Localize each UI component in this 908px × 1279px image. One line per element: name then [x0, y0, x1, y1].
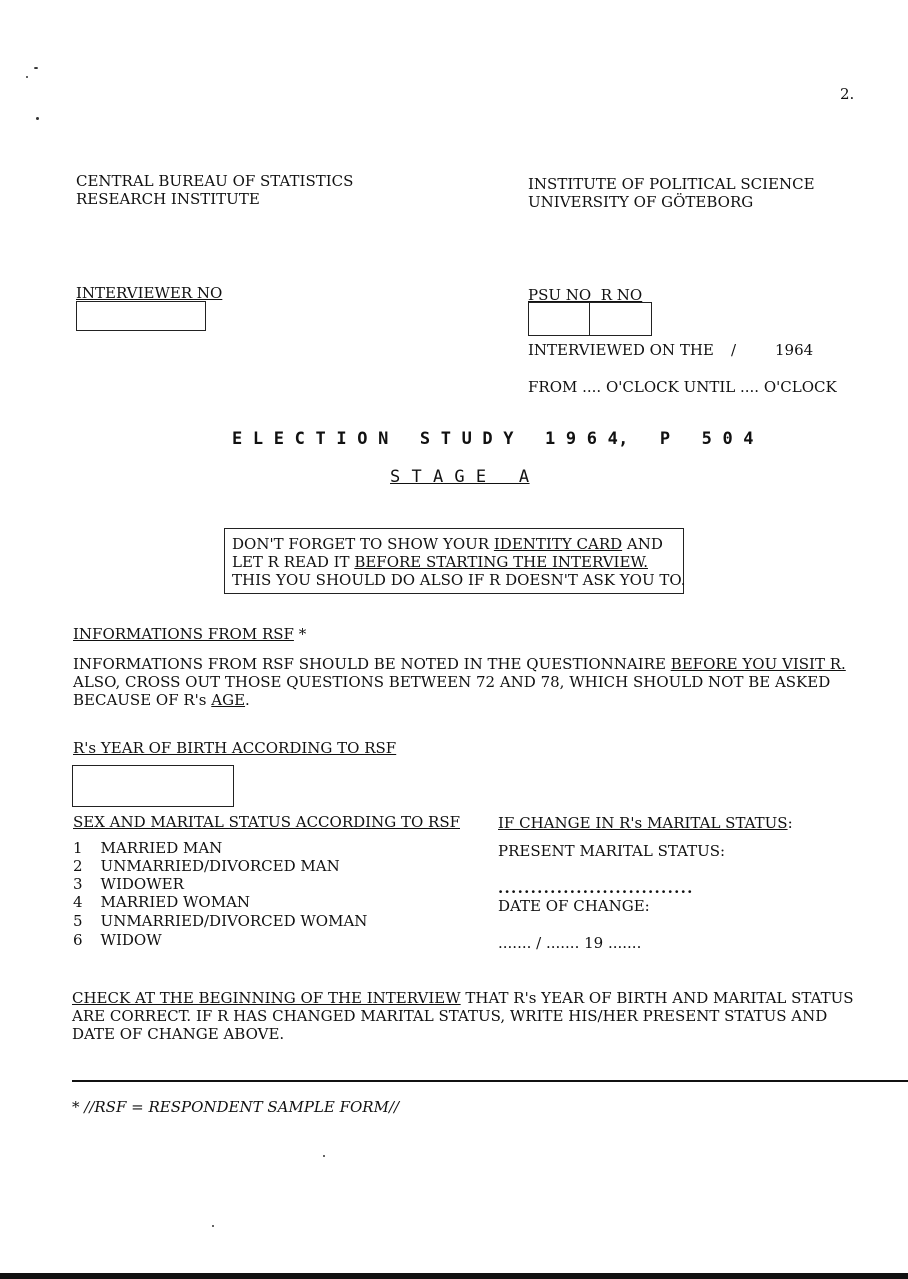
interview-time-line: FROM .... O'CLOCK UNTIL .... O'CLOCK	[528, 378, 837, 396]
header-right-line2: UNIVERSITY OF GÖTEBORG	[528, 193, 754, 211]
header-left-line2: RESEARCH INSTITUTE	[76, 190, 260, 208]
scan-bottom-edge	[0, 1273, 908, 1279]
rsf-heading: INFORMATIONS FROM RSF *	[73, 625, 307, 643]
marital-heading: SEX AND MARITAL STATUS ACCORDING TO RSF	[73, 813, 460, 831]
interviewed-on-year: 1964	[775, 341, 814, 359]
date-of-change-field[interactable]: ....... / ....... 19 .......	[498, 934, 642, 952]
scan-speck	[36, 117, 39, 120]
study-title: E L E C T I O N S T U D Y 1 9 6 4, P 5 0 4	[232, 429, 754, 449]
page-number: 2.	[840, 85, 855, 103]
psu-number-box[interactable]	[528, 302, 590, 336]
interviewed-on-slash: /	[731, 341, 737, 359]
rsf-line3: BECAUSE OF R's AGE.	[73, 691, 250, 709]
interviewer-label: INTERVIEWER NO	[76, 284, 223, 302]
psu-label: PSU NO R NO	[528, 286, 643, 304]
marital-option[interactable]: 3 WIDOWER	[73, 875, 184, 893]
marital-option[interactable]: 4 MARRIED WOMAN	[73, 893, 251, 911]
birth-year-heading: R's YEAR OF BIRTH ACCORDING TO RSF	[73, 739, 397, 757]
date-of-change-label: DATE OF CHANGE:	[498, 897, 650, 915]
r-number-box[interactable]	[589, 302, 652, 336]
check-line1: CHECK AT THE BEGINNING OF THE INTERVIEW THAT R's YEAR OF BIRTH AND MARITAL STATUS	[72, 989, 854, 1007]
present-status-label: PRESENT MARITAL STATUS:	[498, 842, 726, 860]
header-right-line1: INSTITUTE OF POLITICAL SCIENCE	[528, 175, 815, 193]
interviewed-on-label: INTERVIEWED ON THE	[528, 341, 714, 359]
notice-line1: DON'T FORGET TO SHOW YOUR IDENTITY CARD AND	[232, 535, 663, 553]
birth-year-box[interactable]	[72, 765, 234, 807]
marital-option[interactable]: 5 UNMARRIED/DIVORCED WOMAN	[73, 912, 368, 930]
present-status-field[interactable]: ..............................	[498, 879, 694, 897]
header-left-line1: CENTRAL BUREAU OF STATISTICS	[76, 172, 354, 190]
scan-speck	[323, 1155, 325, 1157]
footnote: * //RSF = RESPONDENT SAMPLE FORM//	[72, 1098, 400, 1116]
check-line2: ARE CORRECT. IF R HAS CHANGED MARITAL STATUS, WRITE HIS/HER PRESENT STATUS AND	[72, 1007, 828, 1025]
footnote-divider	[72, 1080, 908, 1082]
rsf-line2: ALSO, CROSS OUT THOSE QUESTIONS BETWEEN 72 AND 78, WHICH SHOULD NOT BE ASKED	[73, 673, 831, 691]
marital-option[interactable]: 6 WIDOW	[73, 931, 162, 949]
marital-option[interactable]: 1 MARRIED MAN	[73, 839, 223, 857]
scan-speck	[26, 76, 28, 78]
notice-line2: LET R READ IT BEFORE STARTING THE INTERVIEW.	[232, 553, 648, 571]
stage-title: S T A G E A	[390, 467, 530, 487]
interviewer-number-box[interactable]	[76, 301, 206, 331]
scan-speck	[212, 1225, 214, 1227]
check-line3: DATE OF CHANGE ABOVE.	[72, 1025, 285, 1043]
marital-option[interactable]: 2 UNMARRIED/DIVORCED MAN	[73, 857, 340, 875]
change-heading: IF CHANGE IN R's MARITAL STATUS:	[498, 814, 793, 832]
notice-line3: THIS YOU SHOULD DO ALSO IF R DOESN'T ASK YOU TO.	[232, 571, 686, 589]
rsf-line1: INFORMATIONS FROM RSF SHOULD BE NOTED IN THE QUESTIONNAIRE BEFORE YOU VISIT R.	[73, 655, 846, 673]
scan-speck	[34, 67, 38, 69]
